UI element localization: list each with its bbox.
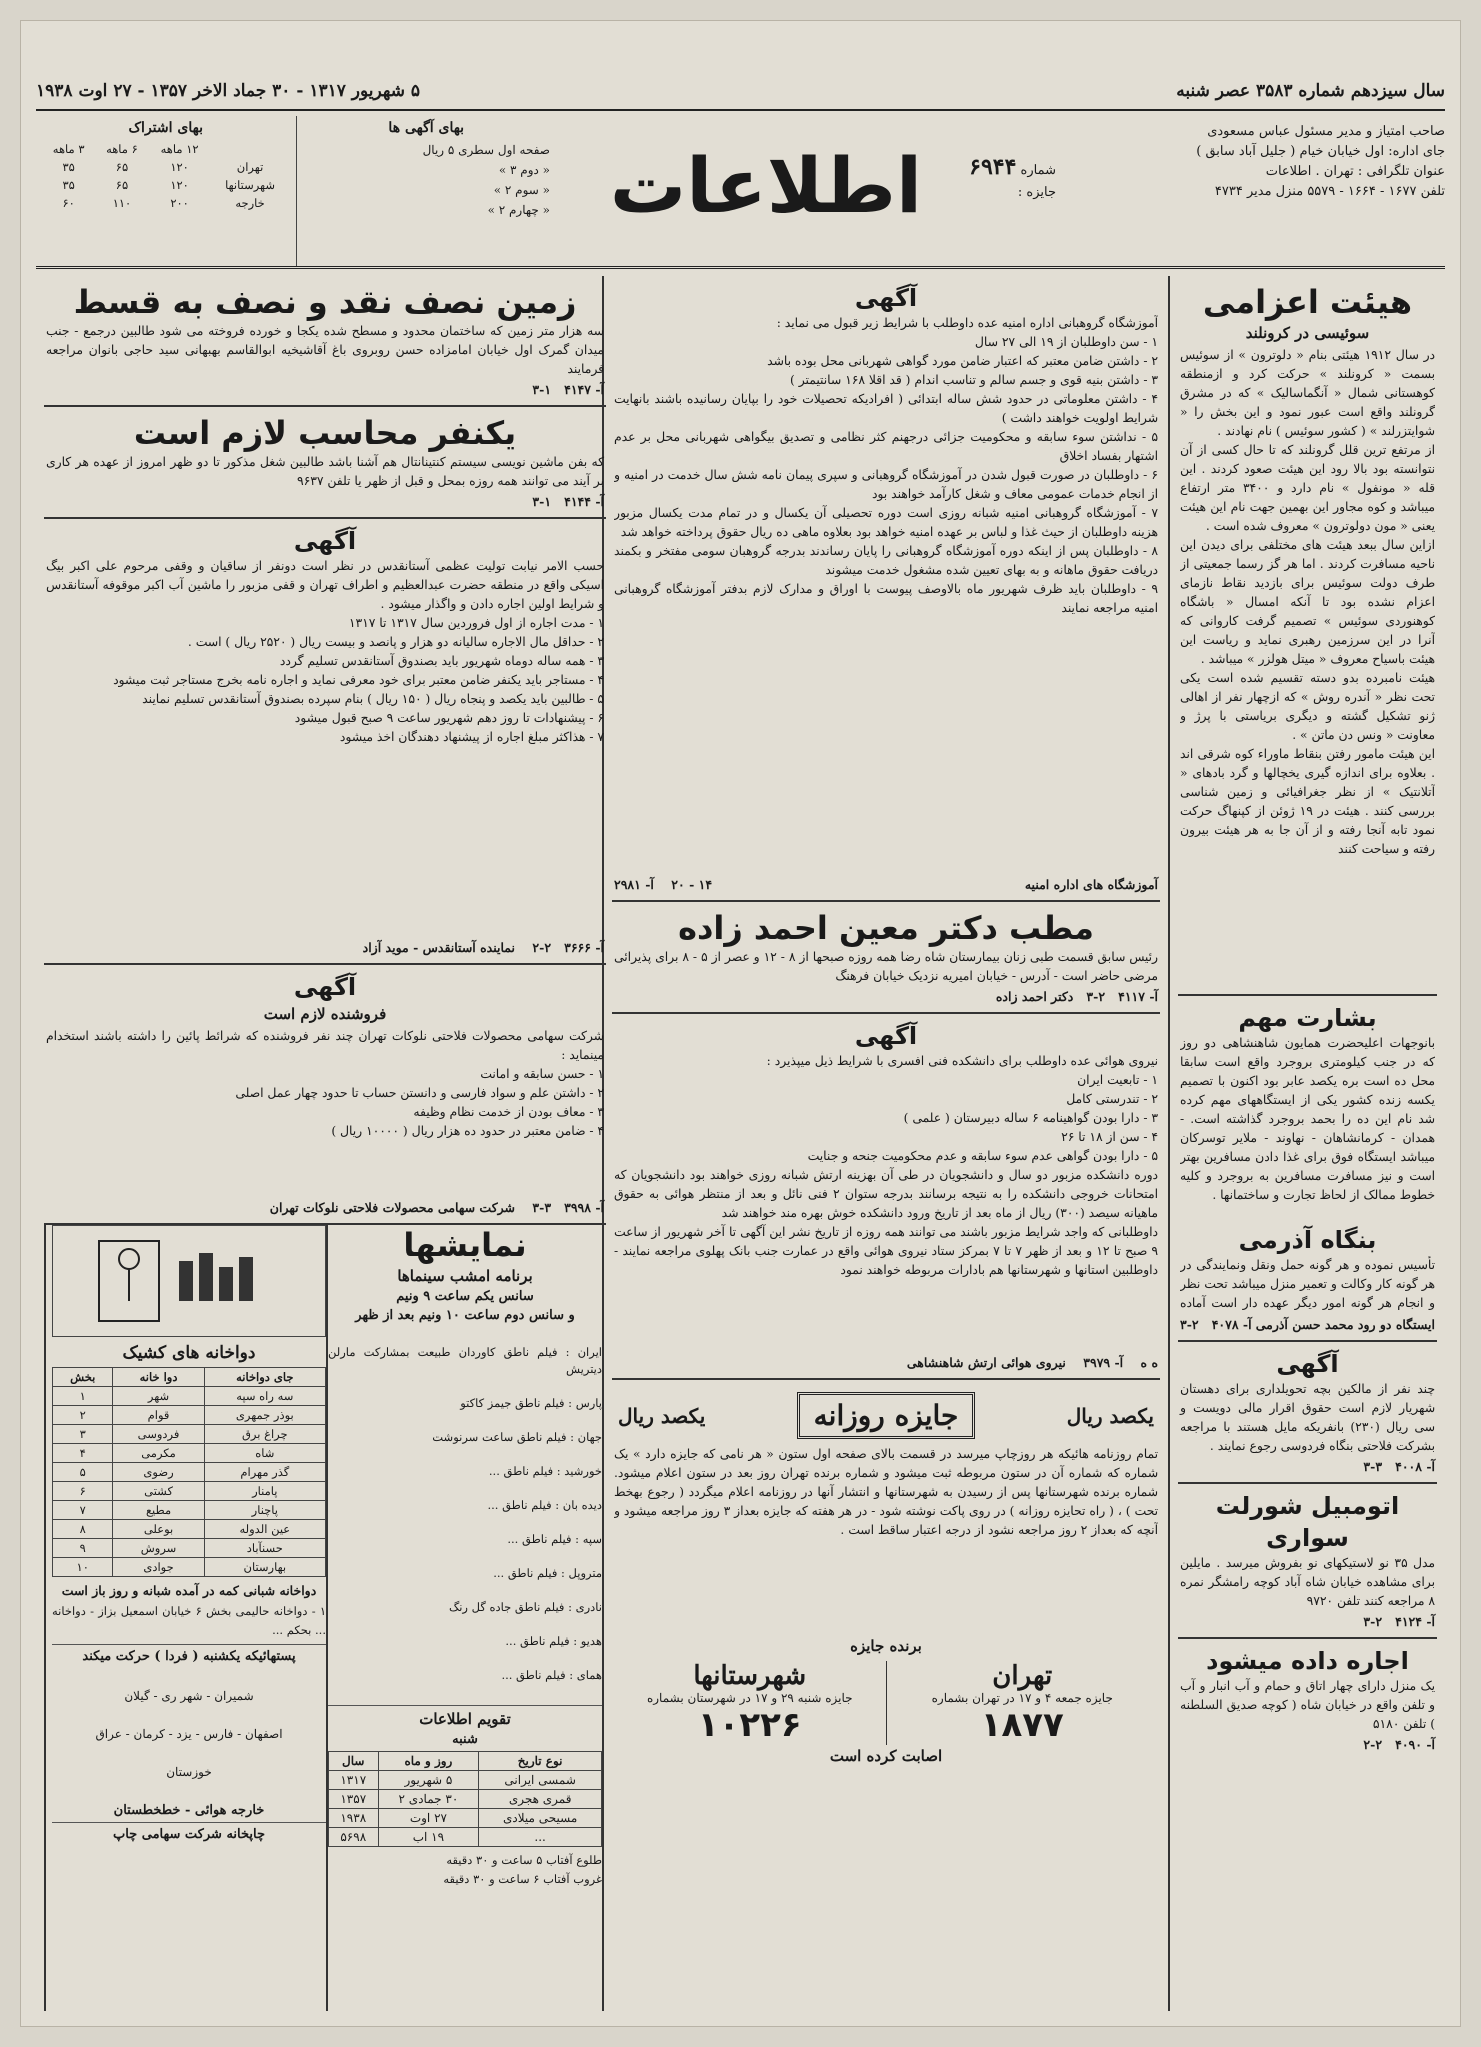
rent-footer	[1180, 1737, 1435, 1752]
tahvildar-code: آ- ۴۰۰۸ ۳-۳	[1363, 1459, 1435, 1474]
ad-gendarmerie-school	[612, 276, 1160, 902]
publisher-info	[1105, 122, 1445, 202]
tahvildar-title: آگهی	[1276, 1350, 1339, 1378]
article-expedition	[1178, 276, 1437, 996]
pharmacy-cell: رضوی	[113, 1463, 204, 1482]
prize-amount-right: یکصد ریال	[618, 1403, 706, 1428]
logo-block	[556, 116, 1056, 266]
sub-cell: ۳۵	[62, 160, 75, 174]
cinema-item: جهان : فیلم ناطق ساعت سرنوشت	[432, 1430, 602, 1444]
column-left	[36, 276, 614, 2011]
pharmacy-cell: ۲	[53, 1406, 113, 1425]
calendar-header: نوع تاریخ	[479, 1752, 602, 1771]
airforce-body: نیروی هوائی عده داوطلب برای دانشکده فنی افسری با شرایط ذیل میپذیرد : ۱ - تابعیت ایران ۲ - تندرستی کامل ۳ - دارا بودن گواهینامه ۶ ساله دبیرستان ( علمی ) ۴ - سن از ۱۸ تا ۲۶ ۵ - دارا بودن گواهی عدم سوء سابقه و عدم محکومیت جنحه و جنایت دوره دانشکده مزبور دو سال و دانشجویان در طی آن بهزینه ارتش شبانه روزی خواهند بود دانشجویان که امتحانات خروجی دانشکده را به نتیجه برسانند بدرجه ستوان ۲ فنی نائل و بعد از منتظر هوائی به حقوق ماهیانه سیصد (۳۰۰) ریال از ماه بعد از تاریخ ورود دانشکده خوش بهره مند خواهند شد داوطلبانی که واجد شرایط مزبور باشند می توانند همه روزه از تاریخ نشر این آگهی تا آخر شهریور از ساعت ۹ صبح تا ۱۲ و بعد از ظهر ۷ تا ۷ بمرکز ستاد نیروی هوائی واقع در عمارت جنب بانک پهلوی مراجعه نمایند - داوطلبین استانها و شهرستانها هم بادارات مربوطه خواهند نمود	[614, 1054, 1158, 1277]
newspaper-logo: اطلاعات	[609, 141, 923, 230]
pharmacy-header: جای دواخانه	[204, 1368, 325, 1387]
land-footer	[46, 382, 604, 397]
bongah-code: آ- ۴۰۷۸ ۲-۳	[1180, 1317, 1252, 1332]
cinema-item: هدیو : فیلم ناطق ...	[505, 1634, 602, 1648]
pharmacy-section	[44, 1225, 326, 2011]
school-body: آموزشگاه گروهبانی اداره امنیه عده داوطلب با شرایط زیر قبول می نماید : ۱ - سن داوطلبان از ۱۹ الی ۲۷ سال ۲ - داشتن ضامن معتبر که اعتبار ضامن مورد گواهی شهربانی محل بوده باشد ۳ - داشتن بنیه قوی و جسم سالم و تناسب اندام ( قد اقلا ۱۶۸ سانتیمتر ) ۴ - داشتن معلوماتی در حدود شش ساله ابتدائی ( افرادیکه تحصیلات خود را بپایان رسانیده باشند بانهایت شرایط اولویت خواهند داشت ) ۵ - نداشتن سوء سابقه و محکومیت جزائی درجهنم کثر نظامی و تصدیق بیگواهی شهربانی محل بر عدم اشتهار بفساد اخلاق ۶ - داوطلبان در صورت قبول شدن در آموزشگاه گروهبانی و سپری پیمان نامه شش سال خدمت در امنیه و از انجام خدمات عمومی معاف و شغل کارآمد خواهند بود ۷ - آموزشگاه گروهبانی امنیه شبانه روزی است دوره تحصیلی آن یکسال و در تمام مدت یکسال مزبور هزینه داوطلبان از حیث غذا و لباس بر عهده امنیه خواهد بود بعلاوه ماهی ده ریال حقوق پرداخته خواهد شد ۸ - داوطلبان پس از اینکه دوره آموزشگاه گروهبانی را پایان رساندند بدرجه گروهبان سومی مفتخر و بکمند دریافت حقوق ماهانه و به بهای تعیین شده مشغول خدمت میشوند ۹ - داوطلبان باید ظرف شهریور ماه بالاوصف پیوست با اوراق و مدارک لازم بدفتر آموزشگاه گروهبانی امنیه مراجعه نمایند	[614, 316, 1158, 615]
sunset: غروب آفتاب ۶ ساعت و ۳۰ دقیقه	[443, 1872, 602, 1886]
seller-body: شرکت سهامی محصولات فلاحتی نلوکات تهران چند نفر فروشنده که شرائط پائین را داشته باشند استخدام مینماید : ۱ - حسن سابقه و امانت ۲ - داشتن علم و سواد فارسی و دانستن حساب تا حدود چهار عمل اصلی ۳ - معاف بودن از خدمت نظام وظیفه ۴ - ضامن معتبر در حدود ده هزار ریال ( ۱۰۰۰۰ ریال )	[46, 1029, 604, 1138]
land-code: آ- ۴۱۴۷ ۱-۳	[532, 382, 604, 397]
prize-amount-left: یکصد ریال	[1066, 1403, 1154, 1428]
pharmacy-cell: عین الدوله	[204, 1520, 325, 1539]
publisher-line: عنوان تلگرافی : تهران . اطلاعات	[1265, 164, 1445, 179]
price-boxes	[36, 116, 556, 266]
astan-code: آ- ۳۶۶۶ ۲-۲ نماینده آستانقدس - موید آزاد	[362, 940, 604, 955]
prize-title: جایزه روزانه	[797, 1392, 976, 1439]
cinema-item: متروپل : فیلم ناطق ...	[493, 1566, 602, 1580]
shows-sub2: سانس یکم ساعت ۹ ونیم	[396, 1289, 534, 1304]
calendar-cell: ۱۳۱۷	[329, 1771, 379, 1790]
bongah-footer	[1180, 1317, 1435, 1332]
ad-airforce	[612, 1014, 1160, 1380]
seller-footer	[46, 1200, 604, 1215]
sub-header	[211, 140, 290, 158]
pharmacy-cell: بوعلی	[113, 1520, 204, 1539]
sub-header: ۳ ماهه	[52, 142, 85, 156]
printer-credit: چاپخانه شرکت سهامی چاپ	[112, 1827, 266, 1842]
newspaper-page	[20, 20, 1461, 2027]
date-info: ۵ شهریور ۱۳۱۷ - ۳۰ جماد الاخر ۱۳۵۷ - ۲۷ اوت ۱۹۳۸	[36, 81, 421, 101]
article-besharat	[1178, 996, 1437, 1342]
doctor-title: مطب دکتر معین احمد زاده	[678, 909, 1094, 947]
prize-label: جایزه :	[1017, 185, 1056, 200]
automobile-title: اتومبیل شورلت سواری	[1215, 1492, 1400, 1552]
bottom-section	[44, 1225, 606, 2011]
winners	[614, 1661, 1158, 1745]
pharmacy-cell: قوام	[113, 1406, 204, 1425]
doctor-footer	[614, 989, 1158, 1004]
provinces-label: شهرستانها	[693, 1661, 807, 1691]
pharmacy-cell: ۹	[53, 1539, 113, 1558]
accountant-body: که بفن ماشین نویسی سیستم کنتینانتال هم آشنا باشد طالبین شغل مذکور تا دو ظهر امروز از عهده هر کاری بر آیند می توانند همه روزه بمحل و قبل از ظهر یا تلفن ۹۶۳۷	[46, 455, 604, 488]
cinema-item: پارس : فیلم ناطق جیمز کاکتو	[460, 1396, 602, 1410]
school-signature: آموزشگاه های اداره امنیه	[1024, 877, 1158, 892]
ads-price-title: بهای آگهی ها	[388, 120, 465, 136]
calendar-table	[328, 1751, 602, 1847]
ads-price	[296, 116, 557, 266]
rent-body: یک منزل دارای چهار اتاق و حمام و آب انبار و آب و تلفن واقع در خیابان شاه ( کوچه صدیق السلطنه ) تلفن ۵۱۸۰	[1180, 1679, 1435, 1731]
prize-body: تمام روزنامه هائیکه هر روزچاپ میرسد در قسمت بالای صفحه اول ستون « هر نامی که جایزه دارد » یک شماره که شماره آن در ستون مربوطه ثبت میشود و شماره برنده تهران روز بعد در ستون اعلام میشود. شماره برنده شهرستانها پس از رسیدن به شهرستانها و انتشار آنها در روزنامه اعلام میگردد ( رجوع بهخط تحت ) ، ( راه تحایزه روزانه ) در روی پاکت نوشته شود - در هر هفته که جایزه بعداز ۳ روز مراجعه میشود و آنچه که بعداز ۲ روز مراجعه نشود از درجه اعتبار ساقط است .	[614, 1447, 1158, 1537]
pharmacy-cell: ۶	[53, 1482, 113, 1501]
pharmacy-cell: ۷	[53, 1501, 113, 1520]
ad-accountant	[44, 407, 606, 519]
airforce-title: آگهی	[854, 1022, 918, 1050]
mail-list	[52, 1668, 326, 1801]
pharmacy-cell: ۴	[53, 1444, 113, 1463]
issue-label: شماره	[1020, 163, 1056, 178]
shows-section	[326, 1225, 606, 2011]
calendar-cell: ...	[479, 1828, 602, 1847]
calendar-cell: ۱۹۳۸	[329, 1809, 379, 1828]
mail-item: خوزستان	[166, 1765, 212, 1779]
expedition-body: در سال ۱۹۱۲ هیئتی بنام « دلوترون » از سوئیس بسمت « کرونلند » حرکت کرد و ازمنطقه کوهستانی شمال « آنگماسالیک » که در مشرق گرونلند واقع است عبور نمود و این بخش را « شوایتزرلند » ( کشور سوئیس ) نام نهادند . از مرتفع ترین قلل گرونلند که تا حال کسی از آن نتوانسته بود بالا رود این هیئت صعود کردند . این قله « مونفول » نام دارد و ۳۴۰۰ متر ارتفاع میباشد و کوه مجاور این بهمین جهت نام این هیئت یعنی « مون دولوترون » معروف شده است . ازاین سال ببعد هیئت های مختلفی برای دیدن این ناحیه مسافرت کردند . اما هر گز رسما جمعیتی از طرف دولت سوئیس برای بازدید نقاط نازمای اعزام نشده بود تا آنکه امسال « باشگاه کوهنوردی سوئیس » تصمیم گرفت کاروانی که آنرا در این سرزمین رهبری نماید و ریاست این هیئت باسیاح معروف « میتل هولزر » میباشد . هیئت نامبرده بدو دسته تقسیم شده است یکی تحت نظر « آندره روش » که ازچهار نفر از اهالی ژنو تشکیل گشته و دیگری بریاستی با پرژ و معاونت « ونس دن ماتن » . این هیئت مامور رفتن بنقاط ماوراء کوه شرقی اند . بعلاوه برای اندازه گیری یخچالها و گرد بادهای « آتلانتیک » از نظر جغرافیائی و زمین شناسی بررسی کنند . هیئت در ۱۹ ژوئن از کپنهاگ حرکت نمود تابه آنجا رفته و از آن جا به هر هیئت بیرون رفته و سیاحت کنند	[1180, 348, 1435, 856]
calendar-cell: مسیحی میلادی	[479, 1809, 602, 1828]
winners-title: برنده جایزه	[850, 1637, 922, 1655]
pharmacy-cell: بهارستان	[204, 1558, 325, 1577]
pharmacy-cell: جوادی	[113, 1558, 204, 1577]
pharmacy-illustration	[52, 1225, 326, 1337]
expedition-subtitle: سوئیسی در کرونلند	[1245, 324, 1370, 342]
pharmacy-cell: مطیع	[113, 1501, 204, 1520]
calendar-title: تقویم اطلاعات	[419, 1710, 511, 1728]
besharat-body: بانوجهات اعلیحضرت همایون شاهنشاهی دو روز که در جنب کیلومتری بروجرد واقع است سابقا محل ده است بره یکصد عابر بود اکنون با تصمیم یکسه زنده کشور یکی از ایستگاههای مهم کرده شد نام این ده را بحمد بروجرد گذاشته است. - همدان - کرمانشاهان - نهاوند - ملایر توسرکان میباشد ایستگاه فوق برای غذا دادن مسافرین بهتر است و نیز مسافرت مسافرین به بروجرد و کلیه خطوط ممالک از لحاظ تجارت و ساختمانها .	[1180, 1036, 1435, 1202]
school-code: ۱۴ - ۲۰ آ- ۲۹۸۱	[614, 877, 713, 892]
sub-cell: ۱۲۰	[170, 178, 189, 192]
ad-rent	[1178, 1639, 1437, 1760]
rent-title: اجاره داده میشود	[1206, 1647, 1409, 1675]
masthead	[36, 116, 1445, 269]
shows-sub3: و سانس دوم ساعت ۱۰ ونیم بعد از ظهر	[355, 1308, 575, 1323]
prize-header	[618, 1392, 1154, 1439]
school-title: آگهی	[854, 284, 918, 312]
automobile-footer	[1180, 1614, 1435, 1629]
column-right	[1170, 276, 1445, 2011]
pharmacy-cell: بوذر جمهری	[204, 1406, 325, 1425]
provinces-number: ۱۰۲۲۶	[697, 1705, 802, 1745]
sunrise: طلوع آفتاب ۵ ساعت و ۳۰ دقیقه	[446, 1853, 602, 1867]
doctor-body: رئیس سابق قسمت طبی زنان بیمارستان شاه رضا همه روزه صبحها از ۸ - ۱۲ و عصر از ۵ - ۸ برای پذیرائی مرضی حاضر است - آدرس - خیابان امیریه نزدیک خیابان فرهنگ	[614, 950, 1158, 983]
sub-cell: ۱۱۰	[112, 196, 132, 210]
date-line	[36, 73, 1445, 111]
prize-note: اصابت کرده است	[829, 1747, 943, 1765]
calendar-sub: شنبه	[452, 1732, 478, 1747]
pharmacist-icon	[89, 1231, 289, 1331]
astan-footer	[46, 940, 604, 955]
pharmacy-cell: ۱۰	[53, 1558, 113, 1577]
tehran-desc: جایزه جمعه ۴ و ۱۷ در تهران بشماره	[931, 1691, 1113, 1705]
besharat-title: بشارت مهم	[1238, 1004, 1377, 1032]
pharmacy-cell: شهر	[113, 1387, 204, 1406]
sub-cell: خارجه	[235, 196, 265, 210]
ads-price-row: « چهارم ۲ »	[487, 203, 550, 217]
cinema-item: همای : فیلم ناطق ...	[501, 1668, 602, 1682]
winner-tehran	[886, 1661, 1159, 1745]
cinema-list	[328, 1327, 602, 1701]
ad-tahvildar	[1178, 1342, 1437, 1484]
subscription-price	[36, 116, 296, 266]
shows-sub1: برنامه امشب سینماها	[397, 1267, 533, 1285]
pharmacy-cell: ۵	[53, 1463, 113, 1482]
bongah-signature: ایستگاه دو رود محمد حسن آذرمی	[1255, 1317, 1435, 1332]
automobile-body: مدل ۳۵ نو لاستیکهای نو بفروش میرسد . مایلین برای مشاهده خیابان شاه آباد کوچه رامشگر نمره ۸ مراجعه کنند تلفن ۹۷۲۰	[1180, 1556, 1435, 1608]
pharmacy-cell: پاچنار	[204, 1501, 325, 1520]
pharmacy-cell: سه راه سپه	[204, 1387, 325, 1406]
astan-title: آگهی	[293, 527, 357, 555]
sub-header: ۱۲ ماهه	[160, 142, 199, 156]
sub-cell: ۶۰	[62, 196, 75, 210]
pharmacy-cell: کشتی	[113, 1482, 204, 1501]
pharmacy-cell: گذر مهرام	[204, 1463, 325, 1482]
cinema-item: نادری : فیلم ناطق جاده گل رنگ	[448, 1600, 602, 1614]
pharmacy-cell: حسنآباد	[204, 1539, 325, 1558]
pharmacy-title: دواخانه های کشیک	[122, 1343, 256, 1363]
tehran-number: ۱۸۷۷	[980, 1705, 1064, 1745]
night-pharmacy-title: دواخانه شبانی کمه در آمده شبانه و روز باز است	[61, 1583, 317, 1598]
calendar-cell: ۵ شهریور	[378, 1771, 479, 1790]
pharmacy-cell: فردوسی	[113, 1425, 204, 1444]
sub-header: ۶ ماهه	[106, 142, 138, 156]
mail-item: شمیران - شهر ری - گیلان	[124, 1689, 254, 1703]
mail-abroad: خارجه هوائی - خطخطستان	[113, 1803, 265, 1818]
doctor-code: آ- ۴۱۱۷ ۲-۳ دکتر احمد زاده	[995, 989, 1158, 1004]
cinema-item: ایران : فیلم ناطق کاوردان طبیعت بمشارکت مارلن دیتریش	[328, 1345, 602, 1376]
publisher-line: جای اداره: اول خیابان خیام ( جلیل آباد سابق )	[1196, 144, 1445, 159]
ad-automobile	[1178, 1484, 1437, 1639]
seller-title: آگهی	[293, 973, 357, 1001]
issue-number: ۶۹۴۴	[969, 154, 1017, 180]
tahvildar-footer	[1180, 1459, 1435, 1474]
school-footer	[614, 877, 1158, 892]
ad-astan	[44, 519, 606, 965]
winner-provinces	[614, 1661, 886, 1745]
automobile-code: آ- ۴۱۲۴ ۲-۳	[1363, 1614, 1435, 1629]
accountant-code: آ- ۴۱۴۴ ۱-۳	[532, 494, 604, 509]
ads-price-row: « دوم ۳ »	[498, 163, 550, 177]
pharmacy-table	[52, 1367, 326, 1577]
accountant-footer	[46, 494, 604, 509]
night-pharmacy-body: ۱ - دواخانه حالیمی بخش ۶ خیابان اسمعیل بزاز - دواخانه ... بحکم ...	[52, 1604, 326, 1637]
calendar-cell: ۱۹ اب	[378, 1828, 479, 1847]
airforce-footer	[614, 1355, 1158, 1370]
calendar-header: سال	[329, 1752, 379, 1771]
issue-box	[969, 156, 1056, 204]
daily-prize	[612, 1380, 1160, 1777]
cinema-item: خورشید : فیلم ناطق ...	[488, 1464, 602, 1478]
sub-cell: ۶۵	[115, 178, 129, 192]
mail-item: اصفهان - فارس - یزد - کرمان - عراق	[95, 1727, 283, 1741]
pharmacy-cell: ۳	[53, 1425, 113, 1444]
astan-body: حسب الامر نیابت تولیت عظمی آستانقدس در نظر است دونفر از ساقیان و وقفی مرحوم علی اکبر بیگ اسیکی واقع در منطقه حضرت عبدالعظیم و اطراف تهران و قفی مزبور را ماشین آب اکبر موقوفه آستانقدس و شرایط اولین اجاره دادن و واگذار میشود . ۱ - مدت اجاره از اول فروردین سال ۱۳۱۷ تا ۱۳۱۷ ۲ - حداقل مال الاجاره سالیانه دو هزار و پانصد و بیست ریال ( ۲۵۲۰ ریال ) است . ۳ - همه ساله دوماه شهریور باید بصندوق آستانقدس تسلیم گردد ۴ - مستاجر باید یکنفر ضامن معتبر برای خود معرفی نماید و اجاره نامه بخرج مستاجر ثبت میشود ۵ - طالبین باید یکصد و پنجاه ریال ( ۱۵۰ ریال ) بنام سپرده بصندوق آستانقدس تسلیم نمایند ۶ - پیشنهادات تا روز دهم شهریور ساعت ۹ صبح قبول میشود ۷ - هذاکثر مبلغ اجاره از پیشنهاد دهندگان اخذ میشود	[46, 559, 604, 744]
bongah-body: تأسیس نموده و هر گونه حمل ونقل ونمایندگی در هر گونه کار وکالت و تعمیر منزل میباشد تحت نظر و انجام هر گونه امور دیگر عهده دار است آماده	[1180, 1258, 1435, 1310]
tehran-label: تهران	[992, 1661, 1053, 1691]
publisher-line: صاحب امتیاز و مدیر مسئول عباس مسعودی	[1207, 124, 1445, 139]
tahvildar-body: چند نفر از مالکین بچه تحویلداری برای دهستان شهریار لازم است حقوق اقرار مالی دویست و سی ریال (۲۳۰) بانفریکه مایل هستند با مراجعه بشرکت فلاحتی بنگاه فردوسی رجوع نمایند .	[1180, 1382, 1435, 1453]
pharmacy-cell: چراغ برق	[204, 1425, 325, 1444]
calendar-cell: ۱۳۵۷	[329, 1790, 379, 1809]
ads-price-row: صفحه اول سطری ۵ ریال	[422, 143, 550, 157]
pharmacy-cell: شاه	[204, 1444, 325, 1463]
accountant-title: یکنفر محاسب لازم است	[133, 414, 517, 452]
land-body: سه هزار متر زمین که ساختمان محدود و مسطح شده یکجا و خورده فروخته می شود طالبین درجمع - جنب میدان گمرک اول خیابان امامزاده حسن روبروی باغ آقاشیخیه ابوالقاسم بهبهانی سید حاجی بانوان مراجعه فرمایند	[46, 324, 604, 376]
sub-price-title: بهای اشتراک	[128, 120, 203, 136]
calendar-header: روز و ماه	[378, 1752, 479, 1771]
cinema-item: دیده بان : فیلم ناطق ...	[487, 1498, 602, 1512]
pharmacy-header: بخش	[53, 1368, 113, 1387]
calendar-cell: ۳۰ جمادی ۲	[378, 1790, 479, 1809]
calendar-cell: شمسی ایرانی	[479, 1771, 602, 1790]
pharmacy-cell: مکرمی	[113, 1444, 204, 1463]
airforce-code: ه ه آ- ۳۹۷۹ نیروی هوائی ارتش شاهنشاهی	[906, 1355, 1158, 1370]
pharmacy-cell: پامنار	[204, 1482, 325, 1501]
sub-cell: ۶۵	[115, 160, 129, 174]
volume-info: سال سیزدهم شماره ۳۵۸۳ عصر شنبه	[1176, 81, 1445, 101]
seller-subtitle: فروشنده لازم است	[263, 1005, 387, 1023]
rent-code: آ- ۴۰۹۰ ۲-۲	[1363, 1737, 1435, 1752]
calendar-cell: قمری هجری	[479, 1790, 602, 1809]
bongah-title: بنگاه آذرمی	[1238, 1226, 1377, 1254]
shows-title: نمایشها	[403, 1226, 527, 1264]
calendar-cell: ۲۷ اوت	[378, 1809, 479, 1828]
pharmacy-cell: سروش	[113, 1539, 204, 1558]
provinces-desc: جایزه شنبه ۲۹ و ۱۷ در شهرستان بشماره	[646, 1691, 853, 1705]
land-title: زمین نصف نقد و نصف به قسط	[73, 283, 577, 321]
sub-cell: شهرستانها	[225, 178, 275, 192]
sub-cell: ۲۰۰	[170, 196, 189, 210]
pharmacy-cell: ۱	[53, 1387, 113, 1406]
ad-doctor	[612, 902, 1160, 1014]
publisher-line: تلفن ۱۶۷۷ - ۱۶۶۴ - ۵۵۷۹ منزل مدیر ۴۷۳۴	[1214, 184, 1445, 199]
calendar-cell: ۵۶۹۸	[329, 1828, 379, 1847]
mail-title: پستهائیکه یکشنبه ( فردا ) حرکت میکند	[82, 1649, 296, 1664]
sub-cell: ۳۵	[62, 178, 75, 192]
ad-seller	[44, 965, 606, 1225]
seller-code: آ- ۳۹۹۸ ۳-۳ شرکت سهامی محصولات فلاحتی نلوکات تهران	[269, 1200, 604, 1215]
sub-cell: ۱۲۰	[170, 160, 189, 174]
pharmacy-cell: ۸	[53, 1520, 113, 1539]
pharmacy-header: دوا خانه	[113, 1368, 204, 1387]
cinema-item: سپه : فیلم ناطق ...	[507, 1532, 602, 1546]
sub-cell: تهران	[236, 160, 264, 174]
ad-land	[44, 276, 606, 407]
subscription-table	[42, 140, 290, 212]
ads-price-row: « سوم ۲ »	[493, 183, 550, 197]
expedition-title: هیئت اعزامی	[1202, 283, 1413, 321]
column-middle	[602, 276, 1170, 2011]
